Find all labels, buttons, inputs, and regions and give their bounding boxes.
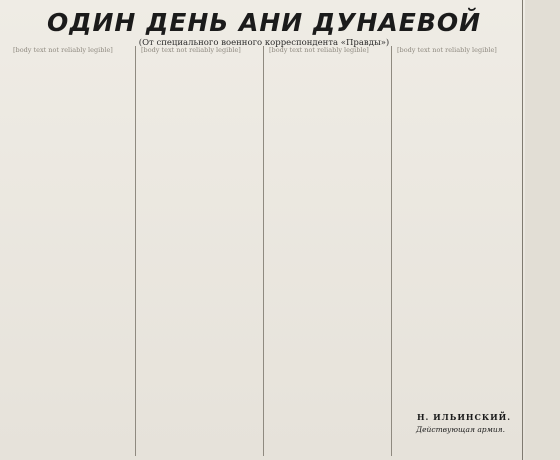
text-line-placeholder xyxy=(141,325,258,333)
text-line-placeholder xyxy=(13,118,130,126)
text-line-placeholder xyxy=(397,232,515,240)
text-line-placeholder xyxy=(397,98,477,106)
text-line-placeholder xyxy=(397,274,515,282)
text-line-placeholder xyxy=(397,149,515,157)
text-line-placeholder xyxy=(269,367,386,375)
text-line-placeholder xyxy=(397,77,515,85)
text-line-placeholder xyxy=(397,336,515,344)
text-line-placeholder xyxy=(141,336,258,344)
text-line-placeholder xyxy=(397,356,515,364)
text-line-placeholder xyxy=(269,315,386,323)
text-line-placeholder xyxy=(13,387,130,395)
text-line-placeholder xyxy=(397,201,515,209)
text-line-placeholder xyxy=(141,305,221,313)
text-line-placeholder xyxy=(13,367,130,375)
text-line-placeholder xyxy=(269,336,386,344)
text-line-placeholder xyxy=(397,180,515,188)
text-line-placeholder: [body text not reliably legible] xyxy=(397,46,497,54)
text-line-placeholder xyxy=(269,160,386,168)
text-line-placeholder xyxy=(397,139,515,147)
text-line-placeholder xyxy=(13,356,130,364)
text-line-placeholder xyxy=(13,274,130,282)
text-line-placeholder xyxy=(269,222,386,230)
text-line-placeholder xyxy=(269,87,386,95)
text-line-placeholder xyxy=(397,129,515,137)
text-line-placeholder xyxy=(269,243,386,251)
text-line-placeholder xyxy=(13,180,130,188)
text-line-placeholder xyxy=(141,87,258,95)
text-line-placeholder xyxy=(13,56,130,64)
text-line-placeholder xyxy=(141,180,258,188)
column-4 xyxy=(392,46,520,456)
text-line-placeholder xyxy=(269,305,386,313)
text-line-placeholder xyxy=(141,108,258,116)
column-1 xyxy=(8,46,136,456)
text-line-placeholder xyxy=(269,408,386,416)
text-line-placeholder xyxy=(269,263,386,271)
text-line-placeholder xyxy=(269,180,386,188)
text-line-placeholder xyxy=(397,191,477,199)
text-line-placeholder xyxy=(141,243,258,251)
text-line-placeholder xyxy=(397,67,515,75)
text-line-placeholder xyxy=(141,346,258,354)
text-line-placeholder xyxy=(397,263,515,271)
text-line-placeholder xyxy=(141,212,221,220)
text-line-placeholder xyxy=(269,377,386,385)
text-line-placeholder xyxy=(141,263,258,271)
text-line-placeholder xyxy=(141,77,258,85)
text-line-placeholder xyxy=(269,56,386,64)
text-line-placeholder xyxy=(397,325,515,333)
text-line-placeholder xyxy=(13,129,93,137)
text-line-placeholder xyxy=(141,398,221,406)
text-line-placeholder xyxy=(141,315,258,323)
text-line-placeholder xyxy=(269,139,386,147)
text-line-placeholder xyxy=(13,149,130,157)
text-line-placeholder xyxy=(397,294,515,302)
text-line-placeholder xyxy=(397,346,515,354)
text-line-placeholder xyxy=(13,87,130,95)
text-line-placeholder xyxy=(13,429,130,437)
text-line-placeholder xyxy=(141,367,258,375)
article-headline: ОДИН ДЕНЬ АНИ ДУНАЕВОЙ xyxy=(46,8,482,37)
text-line-placeholder xyxy=(397,398,515,406)
text-line-placeholder xyxy=(13,108,130,116)
text-line-placeholder xyxy=(269,232,386,240)
text-line-placeholder xyxy=(269,274,386,282)
text-line-placeholder xyxy=(141,387,258,395)
text-line-placeholder xyxy=(141,67,258,75)
text-line-placeholder xyxy=(269,284,386,292)
text-line-placeholder xyxy=(397,212,515,220)
text-line-placeholder xyxy=(141,253,258,261)
text-line-placeholder xyxy=(269,387,349,395)
text-line-placeholder xyxy=(141,418,258,426)
text-line-placeholder xyxy=(269,201,349,209)
column-divider xyxy=(522,0,523,460)
text-line-placeholder xyxy=(141,284,258,292)
text-line-placeholder xyxy=(397,170,515,178)
text-line-placeholder xyxy=(397,87,515,95)
text-line-placeholder xyxy=(13,325,130,333)
text-line-placeholder xyxy=(397,108,515,116)
text-line-placeholder xyxy=(141,429,258,437)
text-line-placeholder xyxy=(141,274,258,282)
text-line-placeholder xyxy=(141,129,258,137)
text-line-placeholder xyxy=(269,253,386,261)
article-subtitle: (От специального военного корреспондента «Правды») xyxy=(138,38,390,48)
text-line-placeholder xyxy=(397,118,515,126)
text-line-placeholder xyxy=(141,408,258,416)
text-line-placeholder xyxy=(397,243,515,251)
adjacent-article-edge xyxy=(525,0,560,460)
text-line-placeholder xyxy=(141,294,258,302)
text-line-placeholder xyxy=(141,118,221,126)
text-line-placeholder xyxy=(269,398,386,406)
text-line-placeholder xyxy=(13,408,93,416)
text-line-placeholder: [body text not reliably legible] xyxy=(141,46,241,54)
text-line-placeholder xyxy=(269,77,386,85)
article xyxy=(8,4,520,456)
text-line-placeholder: [body text not reliably legible] xyxy=(13,46,113,54)
text-line-placeholder xyxy=(13,377,130,385)
text-line-placeholder xyxy=(269,108,349,116)
text-line-placeholder xyxy=(397,56,515,64)
column-2 xyxy=(136,46,264,456)
text-line-placeholder xyxy=(141,149,258,157)
text-line-placeholder xyxy=(13,232,130,240)
text-line-placeholder xyxy=(13,294,130,302)
text-line-placeholder xyxy=(269,129,386,137)
text-line-placeholder xyxy=(13,263,130,271)
text-line-placeholder xyxy=(13,398,130,406)
text-line-placeholder xyxy=(269,170,386,178)
text-line-placeholder xyxy=(141,356,258,364)
text-line-placeholder xyxy=(141,170,258,178)
text-line-placeholder xyxy=(397,160,515,168)
text-line-placeholder xyxy=(13,170,130,178)
text-line-placeholder xyxy=(13,191,130,199)
text-line-placeholder xyxy=(13,201,130,209)
text-line-placeholder: [body text not reliably legible] xyxy=(269,46,369,54)
text-line-placeholder xyxy=(13,305,130,313)
text-line-placeholder xyxy=(141,191,258,199)
text-line-placeholder xyxy=(141,449,258,456)
text-line-placeholder xyxy=(269,149,386,157)
article-columns xyxy=(8,46,520,456)
article-dateline: Действующая армия. xyxy=(416,424,505,434)
text-line-placeholder xyxy=(13,315,93,323)
text-line-placeholder xyxy=(269,98,386,106)
text-line-placeholder xyxy=(269,418,386,426)
text-line-placeholder xyxy=(141,439,258,447)
text-line-placeholder xyxy=(397,222,515,230)
text-line-placeholder xyxy=(141,201,258,209)
text-line-placeholder xyxy=(13,160,130,168)
text-line-placeholder xyxy=(269,67,386,75)
text-line-placeholder xyxy=(13,418,130,426)
text-line-placeholder xyxy=(141,98,258,106)
text-line-placeholder xyxy=(269,191,386,199)
column-3 xyxy=(264,46,392,456)
text-line-placeholder xyxy=(13,212,130,220)
text-line-placeholder xyxy=(269,212,386,220)
text-line-placeholder xyxy=(397,284,477,292)
text-line-placeholder xyxy=(397,315,515,323)
text-line-placeholder xyxy=(13,139,130,147)
article-byline: Н. ИЛЬИНСКИЙ. xyxy=(416,411,511,422)
text-line-placeholder xyxy=(397,367,515,375)
text-line-placeholder xyxy=(141,232,258,240)
text-line-placeholder xyxy=(13,77,130,85)
text-line-placeholder xyxy=(13,284,130,292)
text-line-placeholder xyxy=(141,139,258,147)
text-line-placeholder xyxy=(269,429,386,437)
text-line-placeholder xyxy=(13,98,130,106)
text-line-placeholder xyxy=(269,439,386,447)
text-line-placeholder xyxy=(269,356,386,364)
text-line-placeholder xyxy=(269,325,386,333)
text-line-placeholder xyxy=(397,387,515,395)
text-line-placeholder xyxy=(397,253,515,261)
text-line-placeholder xyxy=(269,294,349,302)
text-line-placeholder xyxy=(269,346,386,354)
text-line-placeholder xyxy=(141,160,258,168)
text-line-placeholder xyxy=(13,449,130,456)
text-line-placeholder xyxy=(13,346,130,354)
text-line-placeholder xyxy=(13,67,130,75)
text-line-placeholder xyxy=(397,305,515,313)
text-line-placeholder xyxy=(141,56,258,64)
text-line-placeholder xyxy=(269,449,386,456)
text-line-placeholder xyxy=(13,243,130,251)
text-line-placeholder xyxy=(397,377,477,385)
text-line-placeholder xyxy=(269,118,386,126)
text-line-placeholder xyxy=(13,253,130,261)
text-line-placeholder xyxy=(13,439,130,447)
text-line-placeholder xyxy=(13,336,130,344)
text-line-placeholder xyxy=(141,222,258,230)
text-line-placeholder xyxy=(13,222,93,230)
text-line-placeholder xyxy=(141,377,258,385)
